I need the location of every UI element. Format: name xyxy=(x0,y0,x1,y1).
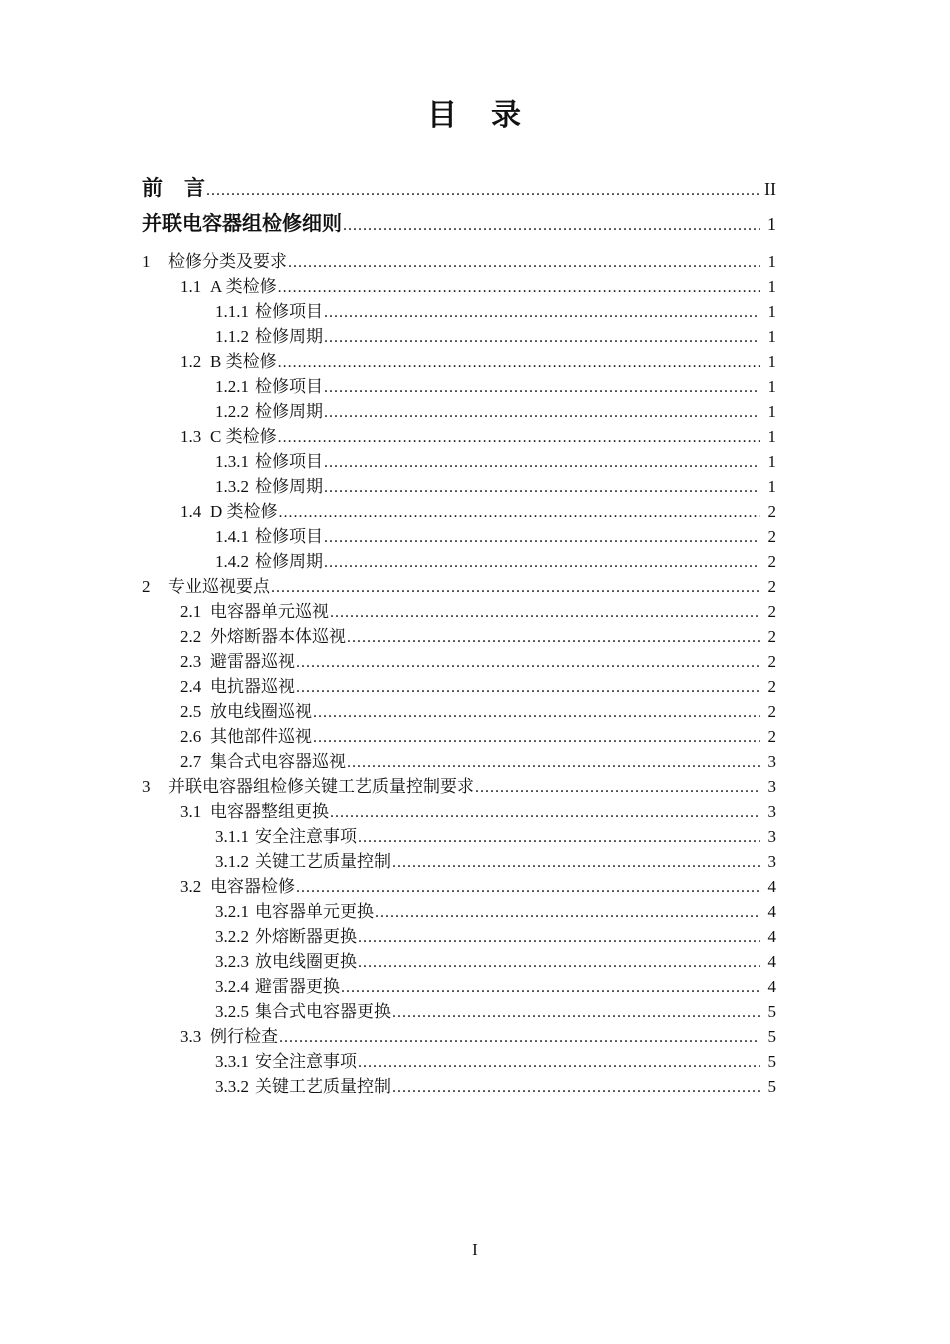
toc-entry[interactable] xyxy=(142,924,776,949)
toc-entry-title: 电容器整组更换 xyxy=(210,802,329,821)
toc-entry-number: 2.1 xyxy=(180,602,202,621)
toc-entry-page: 5 xyxy=(767,1077,776,1096)
toc-entry-page: 5 xyxy=(767,1052,776,1071)
toc-entry-number: 1.4 xyxy=(180,502,202,521)
toc-leader-dots xyxy=(341,975,760,1000)
toc-entry-title: C 类检修 xyxy=(210,427,277,446)
toc-entry-number: 2.4 xyxy=(180,677,202,696)
toc-entry[interactable] xyxy=(142,524,776,549)
toc-entry-page: 1 xyxy=(767,327,776,346)
toc-entry[interactable] xyxy=(142,774,776,799)
toc-entry-page: 3 xyxy=(767,802,776,821)
toc-entry-page: 3 xyxy=(767,827,776,846)
toc-entry-number: 1.4.2 xyxy=(215,552,249,571)
toc-leader-dots xyxy=(358,925,760,950)
toc-entry-page: 5 xyxy=(767,1002,776,1021)
toc-entry-page: 2 xyxy=(767,602,776,621)
toc-entry-page: 1 xyxy=(767,377,776,396)
toc-entry-page: 1 xyxy=(767,214,776,234)
toc-entry-preface[interactable] xyxy=(142,170,776,206)
toc-entry-number: 2.7 xyxy=(180,752,202,771)
toc-entry-title: 关键工艺质量控制 xyxy=(255,1077,391,1096)
toc-entry[interactable] xyxy=(142,724,776,749)
toc-entry-doc-title[interactable] xyxy=(142,206,776,242)
toc-entry[interactable] xyxy=(142,624,776,649)
toc-entry[interactable] xyxy=(142,449,776,474)
toc-entry-number: 3.2.1 xyxy=(215,902,249,921)
toc-entry-page: 4 xyxy=(767,952,776,971)
toc-leader-dots xyxy=(279,500,760,525)
toc-leader-dots xyxy=(375,900,760,925)
toc-entry[interactable] xyxy=(142,499,776,524)
toc-entry-title: 集合式电容器更换 xyxy=(255,1002,391,1021)
toc-leader-dots xyxy=(330,800,760,825)
toc-leader-dots xyxy=(324,325,760,350)
toc-leader-dots xyxy=(271,575,760,600)
toc-leader-dots xyxy=(358,825,760,850)
toc-entry-page: 1 xyxy=(767,302,776,321)
toc-entry[interactable] xyxy=(142,699,776,724)
toc-entry-page: 2 xyxy=(767,527,776,546)
toc-leader-dots xyxy=(324,525,760,550)
toc-entry-number: 1.2 xyxy=(180,352,202,371)
toc-entry-page: 5 xyxy=(767,1027,776,1046)
toc-leader-dots xyxy=(278,275,760,300)
toc-leader-dots xyxy=(347,750,760,775)
toc-entry[interactable] xyxy=(142,799,776,824)
toc-entry[interactable] xyxy=(142,674,776,699)
toc-entry-title: 外熔断器更换 xyxy=(255,927,357,946)
toc-leader-dots xyxy=(278,425,760,450)
toc-entry-title: 专业巡视要点 xyxy=(168,577,270,596)
toc-entry-title: 电容器单元更换 xyxy=(255,902,374,921)
toc-body xyxy=(142,170,776,1099)
toc-entry[interactable] xyxy=(142,599,776,624)
toc-entry[interactable] xyxy=(142,749,776,774)
toc-entry-title: 检修周期 xyxy=(255,552,323,571)
toc-entry-title: 检修分类及要求 xyxy=(168,252,287,271)
footer-page-number: I xyxy=(472,1240,478,1259)
toc-entry-page: 1 xyxy=(767,427,776,446)
toc-leader-dots xyxy=(288,250,760,275)
toc-entry[interactable] xyxy=(142,474,776,499)
toc-entry-title: 并联电容器组检修关键工艺质量控制要求 xyxy=(168,777,474,796)
toc-entry[interactable] xyxy=(142,299,776,324)
toc-leader-dots xyxy=(324,550,760,575)
toc-entry-title: B 类检修 xyxy=(210,352,277,371)
toc-leader-dots xyxy=(313,700,760,725)
toc-entry-title: A 类检修 xyxy=(210,277,277,296)
toc-entry-title: 检修周期 xyxy=(255,477,323,496)
toc-leader-dots xyxy=(296,875,760,900)
toc-entry-number: 3.2 xyxy=(180,877,202,896)
toc-entry[interactable] xyxy=(142,874,776,899)
toc-entry[interactable] xyxy=(142,374,776,399)
toc-entry-title: 例行检查 xyxy=(210,1027,278,1046)
toc-entry-title: 检修周期 xyxy=(255,402,323,421)
toc-list xyxy=(142,249,776,1099)
toc-entry[interactable] xyxy=(142,899,776,924)
toc-entry-number: 1.3.2 xyxy=(215,477,249,496)
toc-entry-number: 2.6 xyxy=(180,727,202,746)
toc-entry-number: 3.3.2 xyxy=(215,1077,249,1096)
toc-leader-dots xyxy=(392,850,760,875)
toc-entry-title: 其他部件巡视 xyxy=(210,727,312,746)
toc-entry-number: 3.3 xyxy=(180,1027,202,1046)
toc-entry-number: 2.3 xyxy=(180,652,202,671)
toc-entry-number: 1.2.2 xyxy=(215,402,249,421)
toc-leader-dots xyxy=(278,350,760,375)
toc-entry-title: D 类检修 xyxy=(210,502,278,521)
toc-entry-number: 3.3.1 xyxy=(215,1052,249,1071)
toc-entry-number: 1.2.1 xyxy=(215,377,249,396)
toc-entry-number: 1.1.2 xyxy=(215,327,249,346)
toc-entry[interactable] xyxy=(142,649,776,674)
toc-entry[interactable] xyxy=(142,999,776,1024)
toc-entry-number: 3.1.2 xyxy=(215,852,249,871)
toc-entry-title: 检修项目 xyxy=(255,527,323,546)
toc-leader-dots xyxy=(358,950,760,975)
toc-entry[interactable] xyxy=(142,399,776,424)
toc-entry-title: 关键工艺质量控制 xyxy=(255,852,391,871)
toc-leader-dots xyxy=(475,775,760,800)
toc-entry-title: 检修项目 xyxy=(255,377,323,396)
toc-entry-page: 1 xyxy=(767,277,776,296)
toc-entry-page: 2 xyxy=(767,577,776,596)
toc-entry-number: 3.1 xyxy=(180,802,202,821)
toc-leader-dots xyxy=(296,650,760,675)
toc-leader-dots xyxy=(296,675,760,700)
toc-leader-dots xyxy=(324,300,760,325)
toc-entry-number: 3 xyxy=(142,777,151,796)
toc-entry[interactable] xyxy=(142,549,776,574)
toc-entry-title: 电抗器巡视 xyxy=(210,677,295,696)
toc-entry-title: 安全注意事项 xyxy=(255,1052,357,1071)
toc-entry-title: 放电线圈巡视 xyxy=(210,702,312,721)
toc-leader-dots xyxy=(347,625,760,650)
toc-entry-number: 3.2.5 xyxy=(215,1002,249,1021)
toc-entry[interactable] xyxy=(142,324,776,349)
toc-entry-number: 2.2 xyxy=(180,627,202,646)
toc-entry-page: 1 xyxy=(767,252,776,271)
toc-entry-page: 3 xyxy=(767,777,776,796)
toc-entry-page: 2 xyxy=(767,727,776,746)
toc-entry-page: 3 xyxy=(767,852,776,871)
toc-entry[interactable] xyxy=(142,1074,776,1099)
toc-entry-number: 3.2.3 xyxy=(215,952,249,971)
toc-entry-number: 2 xyxy=(142,577,151,596)
toc-entry-page: 2 xyxy=(767,502,776,521)
toc-entry-title: 前 言 xyxy=(142,176,205,200)
page-title: 目 录 xyxy=(427,98,523,133)
toc-entry-page: 4 xyxy=(767,927,776,946)
toc-entry-number: 1.1 xyxy=(180,277,202,296)
toc-leader-dots xyxy=(358,1050,760,1075)
toc-entry[interactable] xyxy=(142,1049,776,1074)
toc-entry[interactable] xyxy=(142,349,776,374)
toc-entry-title: 避雷器巡视 xyxy=(210,652,295,671)
toc-entry-number: 1.3 xyxy=(180,427,202,446)
toc-entry-title: 避雷器更换 xyxy=(255,977,340,996)
toc-entry-page: 1 xyxy=(767,477,776,496)
toc-entry-page: 1 xyxy=(767,402,776,421)
toc-entry[interactable] xyxy=(142,824,776,849)
toc-entry-number: 3.2.2 xyxy=(215,927,249,946)
toc-entry-number: 3.1.1 xyxy=(215,827,249,846)
page-footer xyxy=(0,1240,950,1260)
toc-entry-page: 4 xyxy=(767,977,776,996)
toc-leader-dots xyxy=(313,725,760,750)
toc-entry-number: 1.1.1 xyxy=(215,302,249,321)
toc-entry-page: II xyxy=(764,179,776,199)
toc-leader-dots xyxy=(206,173,760,209)
toc-entry-number: 3.2.4 xyxy=(215,977,249,996)
toc-entry-page: 2 xyxy=(767,652,776,671)
toc-entry-number: 1.4.1 xyxy=(215,527,249,546)
toc-leader-dots xyxy=(324,400,760,425)
toc-entry-page: 1 xyxy=(767,452,776,471)
toc-entry-title: 电容器单元巡视 xyxy=(210,602,329,621)
toc-entry[interactable] xyxy=(142,849,776,874)
toc-entry-page: 4 xyxy=(767,877,776,896)
toc-entry[interactable] xyxy=(142,424,776,449)
toc-entry-page: 1 xyxy=(767,352,776,371)
toc-leader-dots xyxy=(330,600,760,625)
toc-entry-number: 1 xyxy=(142,252,151,271)
toc-entry-number: 1.3.1 xyxy=(215,452,249,471)
toc-entry-title: 并联电容器组检修细则 xyxy=(142,213,342,235)
toc-entry-page: 3 xyxy=(767,752,776,771)
toc-entry-page: 2 xyxy=(767,627,776,646)
toc-leader-dots xyxy=(392,1075,760,1100)
toc-entry-page: 2 xyxy=(767,702,776,721)
toc-entry-title: 检修周期 xyxy=(255,327,323,346)
toc-leader-dots xyxy=(324,475,760,500)
toc-leader-dots xyxy=(392,1000,760,1025)
toc-entry-title: 外熔断器本体巡视 xyxy=(210,627,346,646)
toc-entry-title: 电容器检修 xyxy=(210,877,295,896)
toc-entry-title: 检修项目 xyxy=(255,302,323,321)
toc-entry-title: 集合式电容器巡视 xyxy=(210,752,346,771)
toc-entry[interactable] xyxy=(142,249,776,274)
toc-entry-page: 4 xyxy=(767,902,776,921)
toc-leader-dots xyxy=(324,375,760,400)
toc-entry-page: 2 xyxy=(767,552,776,571)
toc-entry-page: 2 xyxy=(767,677,776,696)
toc-entry[interactable] xyxy=(142,974,776,999)
toc-entry[interactable] xyxy=(142,274,776,299)
toc-entry-title: 放电线圈更换 xyxy=(255,952,357,971)
toc-entry[interactable] xyxy=(142,574,776,599)
toc-entry-number: 2.5 xyxy=(180,702,202,721)
toc-leader-dots xyxy=(324,450,760,475)
toc-entry[interactable] xyxy=(142,1024,776,1049)
toc-leader-dots xyxy=(343,208,760,244)
toc-entry[interactable] xyxy=(142,949,776,974)
toc-leader-dots xyxy=(279,1025,760,1050)
toc-entry-title: 安全注意事项 xyxy=(255,827,357,846)
toc-entry-title: 检修项目 xyxy=(255,452,323,471)
